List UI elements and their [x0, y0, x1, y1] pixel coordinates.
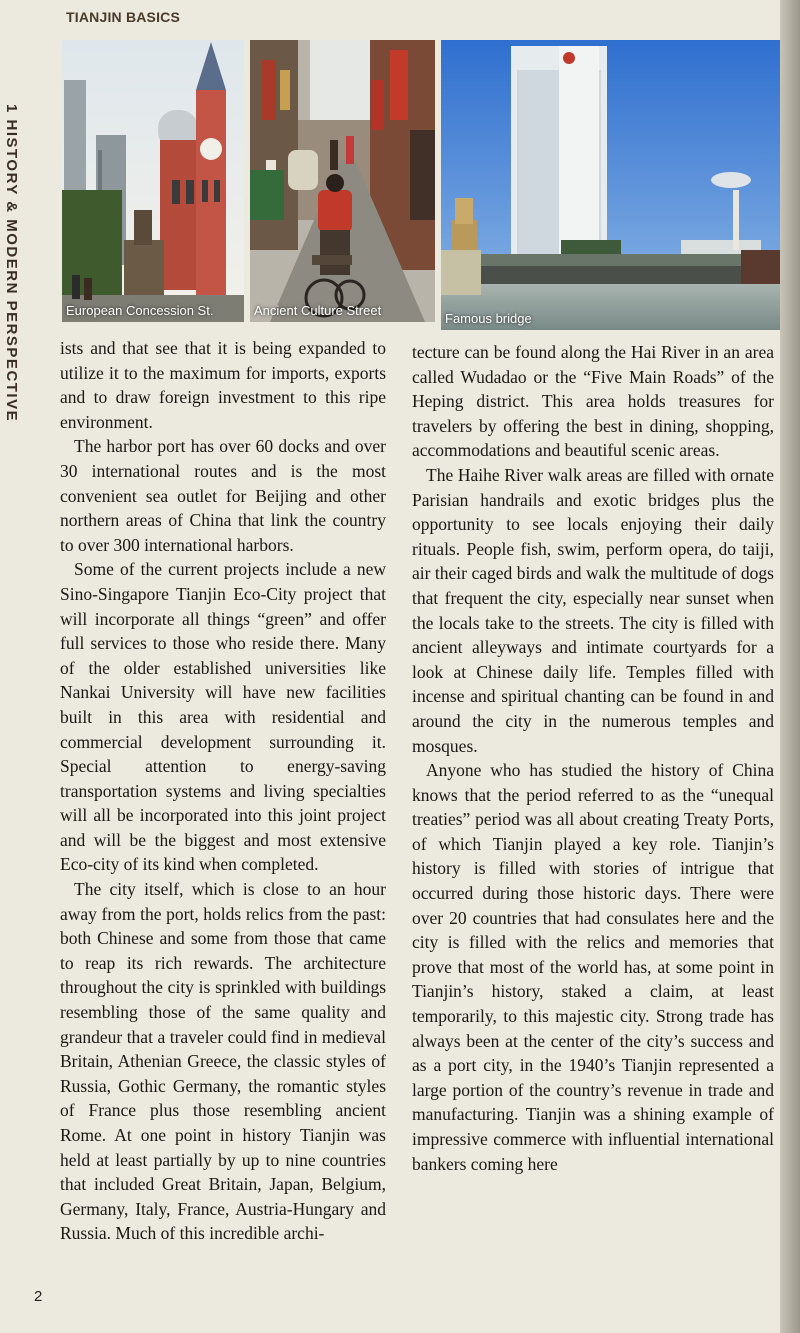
photo-european-concession-image	[62, 40, 244, 322]
photo-caption: Ancient Culture Street	[254, 303, 382, 318]
paragraph: The city itself, which is close to an hour away from the port, holds relics from the past: both Chinese and some from those that came to reap its rich rewards. The architecture throughout the city is sprinkled with buildings resembling those of the same quality and grandeur that a traveler could find in medieval Britain, Athenian Greece, the classic styles of Russia, Gothic Germany, the romantic styles of France plus those resembling ancient Rome. At one point in history Tianjin was held at least partially by up to nine countries that included Great Britain, Japan, Belgium, Germany, Italy, France, Austria-Hungary and Russia. Much of this incredible archi-	[60, 879, 386, 1244]
paragraph: ists and that see that it is being expanded to utilize it to the maximum for imports, exports and to draw foreign investment to this ripe environment.	[60, 338, 386, 432]
photo-ancient-culture-street	[250, 40, 435, 322]
text-column-right	[412, 340, 774, 1176]
text-column-left	[60, 336, 386, 1246]
chapter-side-tab	[0, 100, 26, 460]
photo-european-concession	[62, 40, 244, 322]
photo-famous-bridge-image	[441, 40, 780, 330]
running-head: TIANJIN BASICS	[66, 9, 181, 25]
paragraph: Anyone who has studied the history of China knows that the period referred to as the “unequal treaties” period was all about creating Treaty Ports, of which Tianjin played a key role. Tianjin’s history is filled with stories of intrigue that occurred during those historic days. There were over 20 countries that had consulates here and the city is filled with the relics and memories that prove that most of the world has, at some point in Tianjin’s history, staked a claim, at least temporarily, to this majestic city. Strong trade has always been at the center of the city’s success and as a port city, in the 1940’s Tianjin represented a large portion of the country’s revenue in trade and manufacturing. Tianjin was a shining example of impressive commerce with influential international bankers coming here	[412, 760, 774, 1174]
paragraph: tecture can be found along the Hai River in an area called Wudadao or the “Five Main Roads” of the Heping district. This area holds treasures for travelers by offering the best in dining, shopping, accommodations and beautiful scenic areas.	[412, 342, 774, 461]
photo-ancient-culture-street-image	[250, 40, 435, 322]
page-edge	[780, 0, 800, 1333]
paragraph: Some of the current projects include a new Sino-Singapore Tianjin Eco-City project that will incorporate all things “green” and offer full services to those who reside there. Many of the older established universities like Nankai University will have new facilities built in this area with residential and commercial development surrounding it. Special attention to energy-saving transportation systems and living specialties will all be incorporated into this joint project and will be the biggest and most extensive Eco-city of its kind when completed.	[60, 559, 386, 875]
photo-caption: Famous bridge	[445, 311, 532, 326]
page-number: 2	[34, 1288, 43, 1305]
photo-caption: European Concession St.	[66, 303, 214, 318]
chapter-side-tab-label: 1 HISTORY & MODERN PERSPECTIVE	[3, 104, 20, 423]
paragraph: The Haihe River walk areas are filled with ornate Parisian handrails and exotic bridges plus the opportunity to see locals enjoying their daily rituals. People fish, swim, perform opera, do taiji, air their caged birds and walk the multitude of dogs that frequent the city, especially near sunset when the locals take to the streets. The city is filled with ancient alleyways and intimate courtyards for a look at Chinese daily life. Temples filled with incense and spiritual chanting can be found in and around the city in the numerous temples and mosques.	[412, 464, 774, 756]
paragraph: The harbor port has over 60 docks and over 30 international routes and is the most convenient sea outlet for Beijing and other northern areas of China that link the country to over 300 international harbors.	[60, 436, 386, 555]
photo-famous-bridge	[441, 40, 780, 330]
